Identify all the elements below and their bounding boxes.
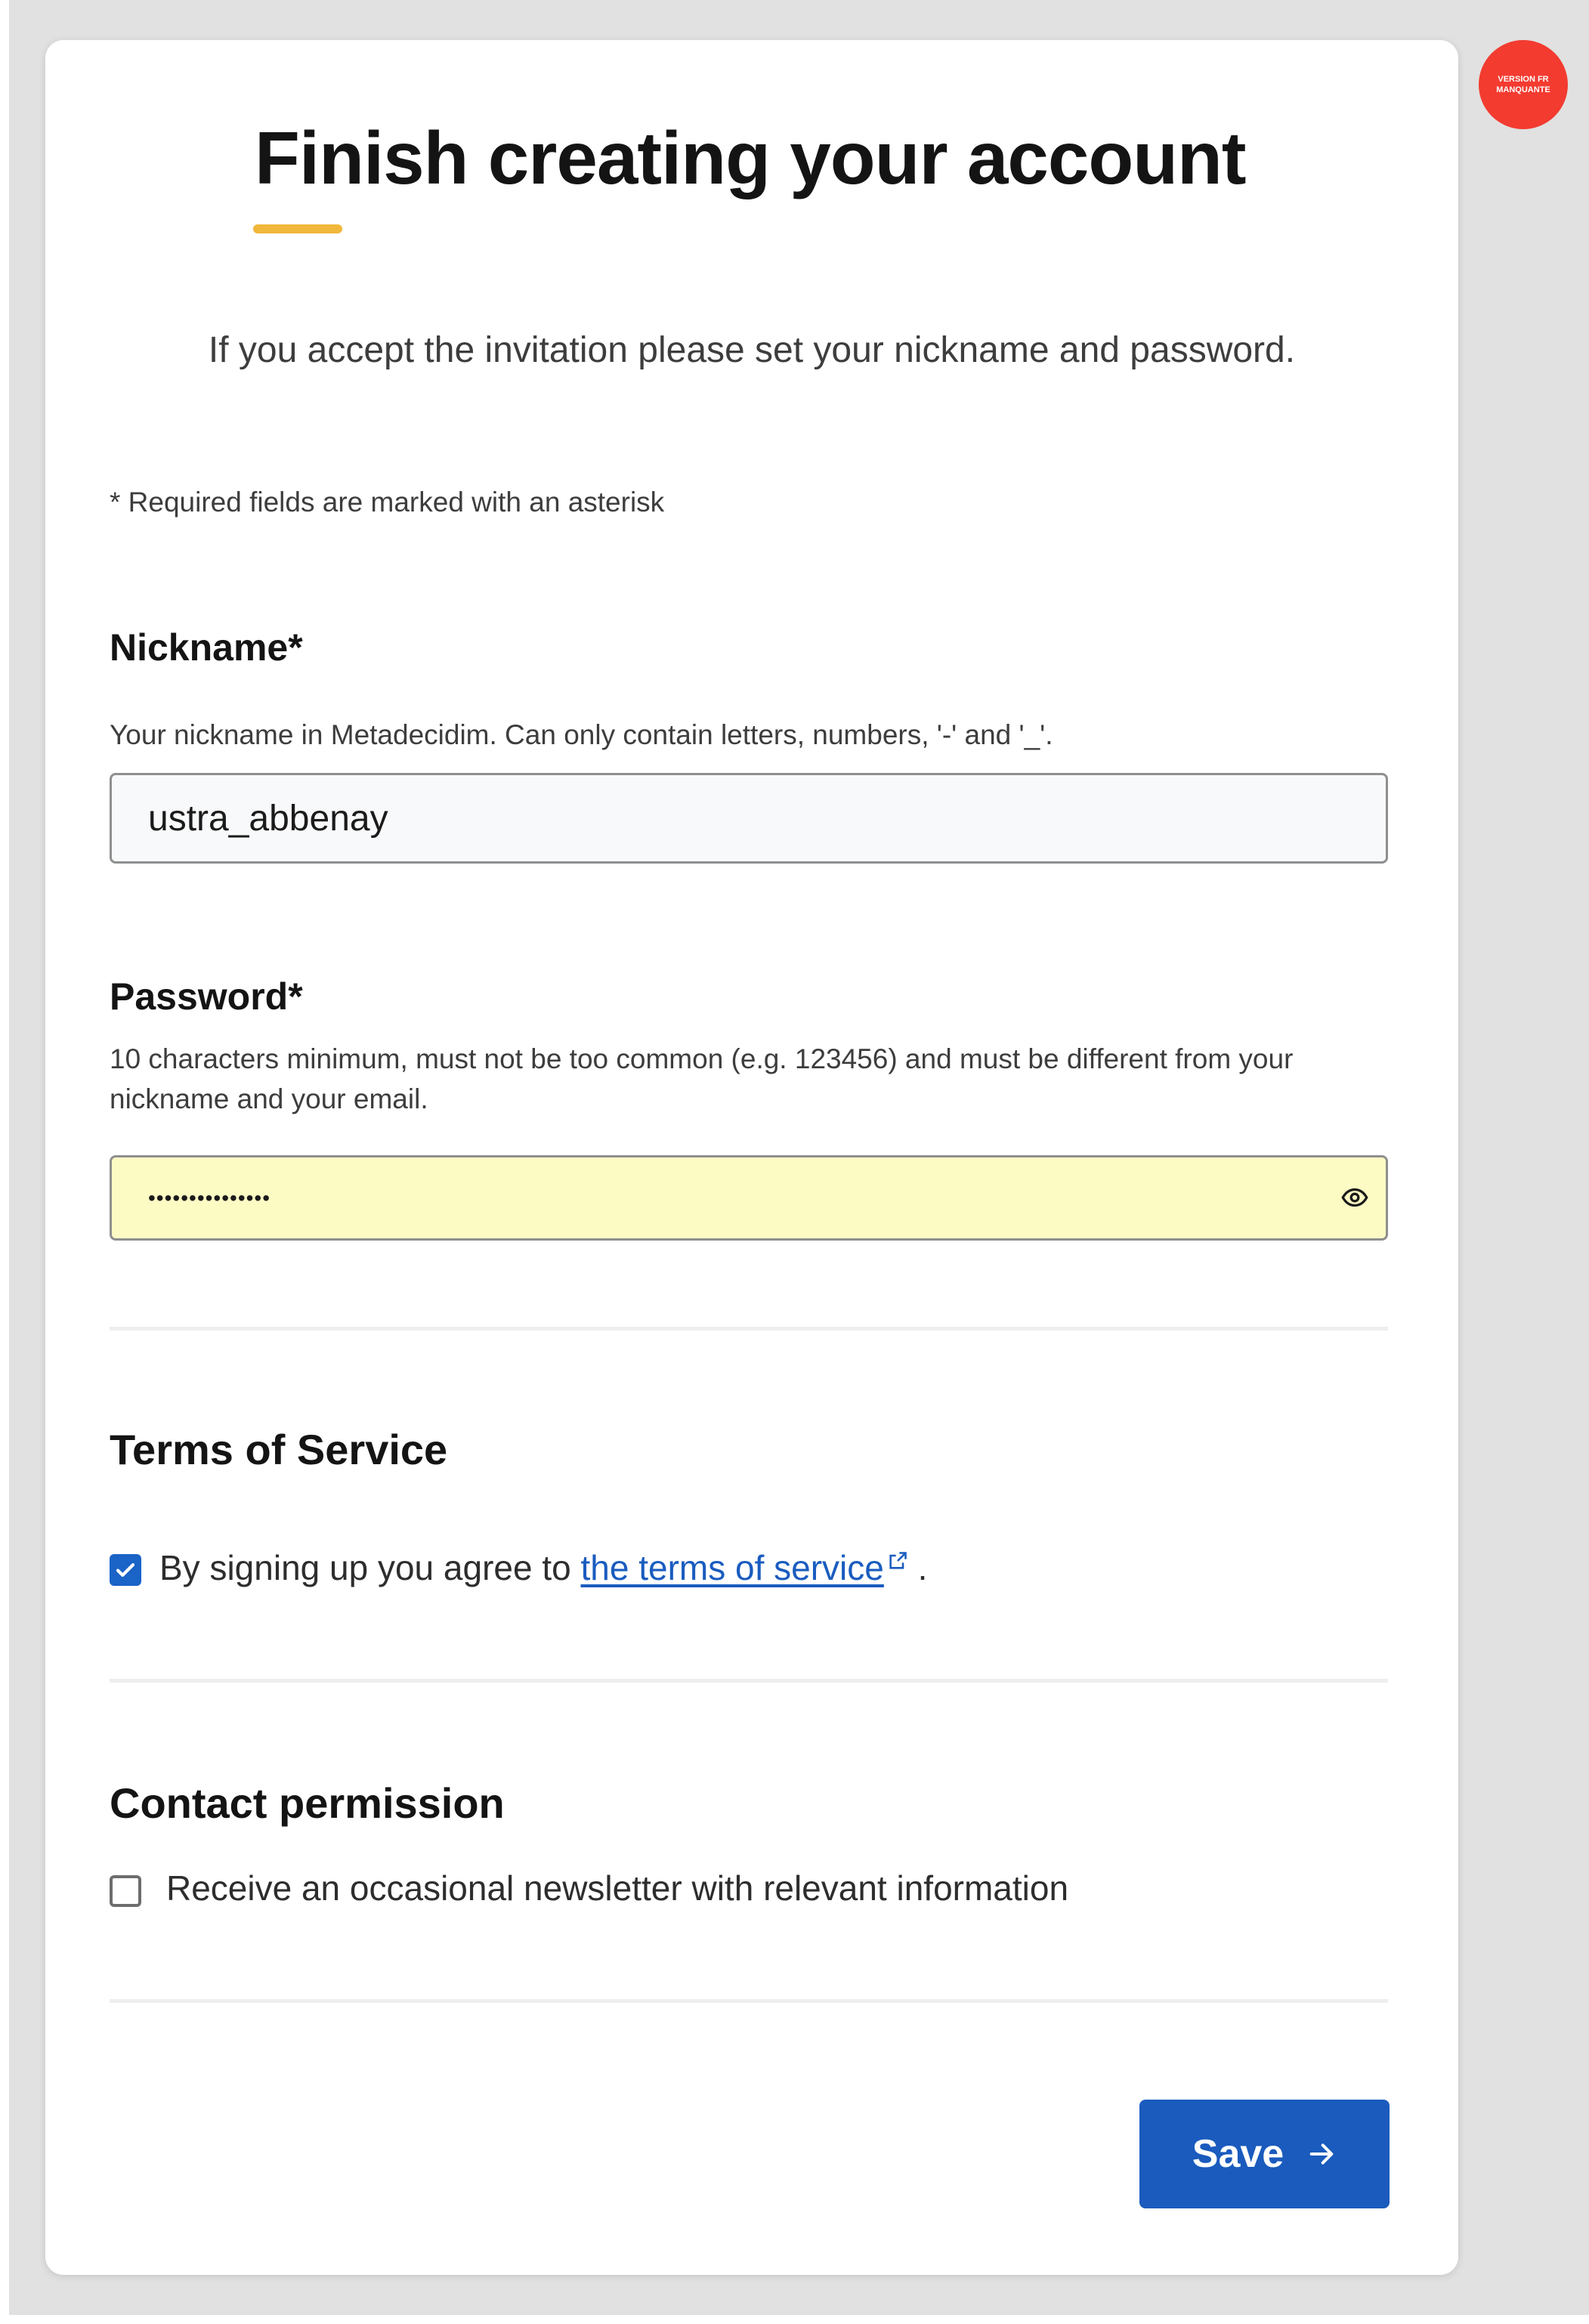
newsletter-checkbox-label: Receive an occasional newsletter with relevant information: [166, 1868, 1069, 1908]
eye-icon: [1341, 1184, 1368, 1211]
nickname-input[interactable]: [110, 773, 1388, 864]
page-title: Finish creating your account: [255, 116, 1246, 199]
missing-translation-badge: [1479, 40, 1568, 129]
password-label: Password*: [110, 975, 303, 1018]
show-password-button[interactable]: [1337, 1180, 1372, 1215]
required-fields-note: * Required fields are marked with an asterisk: [110, 487, 665, 518]
save-button[interactable]: [1139, 2100, 1390, 2208]
section-divider: [110, 1679, 1388, 1683]
tos-link-text: the terms of service: [580, 1548, 884, 1587]
tos-checkbox-label: [159, 1547, 927, 1588]
password-help: 10 characters minimum, must not be too common (e.g. 123456) and must be different from your nickname and your email.: [110, 1043, 1294, 1114]
intro-text: If you accept the invitation please set your nickname and password.: [208, 330, 1296, 370]
external-link-icon: [887, 1550, 908, 1571]
tos-text-before: By signing up you agree to: [159, 1548, 581, 1587]
nickname-label: Nickname*: [110, 626, 303, 669]
contact-permission-heading: Contact permission: [110, 1779, 505, 1827]
newsletter-checkbox[interactable]: [110, 1875, 141, 1907]
tos-heading: Terms of Service: [110, 1426, 448, 1473]
terms-of-service-link[interactable]: [580, 1548, 907, 1587]
badge-line-1: VERSION FR: [1498, 75, 1549, 84]
tos-checkbox[interactable]: [110, 1554, 141, 1586]
title-underline: [253, 224, 342, 233]
nickname-help: Your nickname in Metadecidim. Can only contain letters, numbers, '-' and '_'.: [110, 719, 1053, 750]
save-button-label: Save: [1192, 2132, 1284, 2176]
section-divider: [110, 1999, 1388, 2003]
password-masked-value: •••••••••••••••: [148, 1186, 271, 1210]
tos-text-after: .: [907, 1548, 928, 1587]
checkmark-icon: [114, 1559, 137, 1581]
password-input[interactable]: [110, 1155, 1388, 1241]
badge-line-2: MANQUANTE: [1496, 85, 1550, 94]
section-divider: [110, 1327, 1388, 1330]
arrow-right-icon: [1306, 2139, 1337, 2169]
